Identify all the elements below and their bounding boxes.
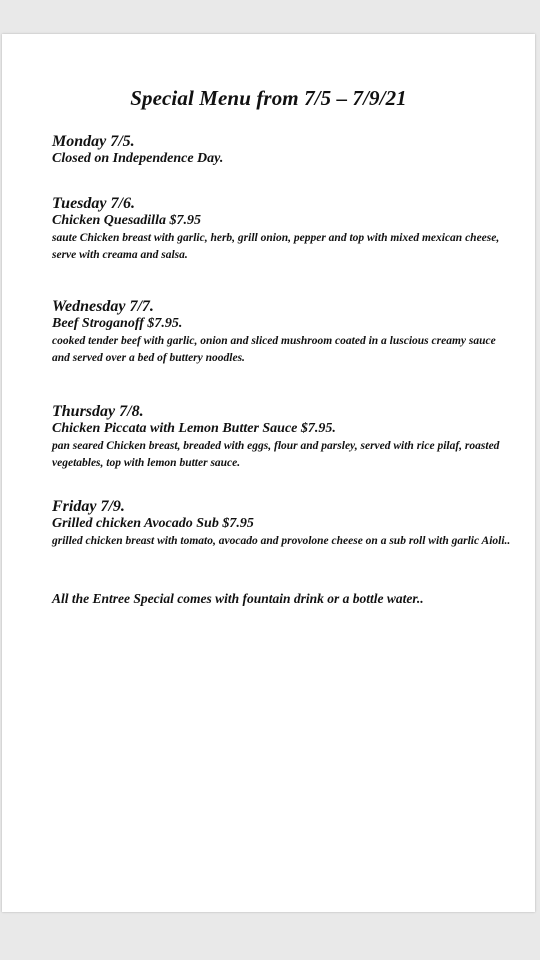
day-label: Tuesday 7/6. [52,195,135,212]
dish-description: pan seared Chicken breast, breaded with eggs, flour and parsley, served with rice pilaf, roasted vegetables, top with lemon butter sauce. [52,440,500,469]
dish-name: Chicken Piccata with Lemon Butter Sauce $7.95. [52,421,336,436]
menu-day-monday [52,132,512,167]
dish-name: Chicken Quesadilla $7.95 [52,213,201,228]
menu-day-tuesday [52,194,512,264]
day-label: Friday 7/9. [52,498,125,515]
dish-description: saute Chicken breast with garlic, herb, grill onion, pepper and top with mixed mexican cheese, serve with creama and salsa. [52,232,500,261]
page-title: Special Menu from 7/5 – 7/9/21 [130,86,407,110]
dish-description: grilled chicken breast with tomato, avocado and provolone cheese on a sub roll with garlic Aioli.. [52,535,511,547]
footer-note: All the Entree Special comes with fountain drink or a bottle water.. [52,591,424,606]
day-label: Monday 7/5. [52,133,135,150]
menu-day-wednesday [52,297,512,367]
dish-description: cooked tender beef with garlic, onion and sliced mushroom coated in a luscious creamy sauce and served over a bed of buttery noodles. [52,335,496,364]
dish-name: Grilled chicken Avocado Sub $7.95 [52,516,254,531]
dish-name: Closed on Independence Day. [52,151,224,166]
menu-page [2,34,535,912]
dish-name: Beef Stroganoff $7.95. [52,316,183,331]
day-label: Thursday 7/8. [52,403,144,420]
day-label: Wednesday 7/7. [52,298,154,315]
menu-day-friday [52,497,512,550]
menu-day-thursday [52,402,512,472]
